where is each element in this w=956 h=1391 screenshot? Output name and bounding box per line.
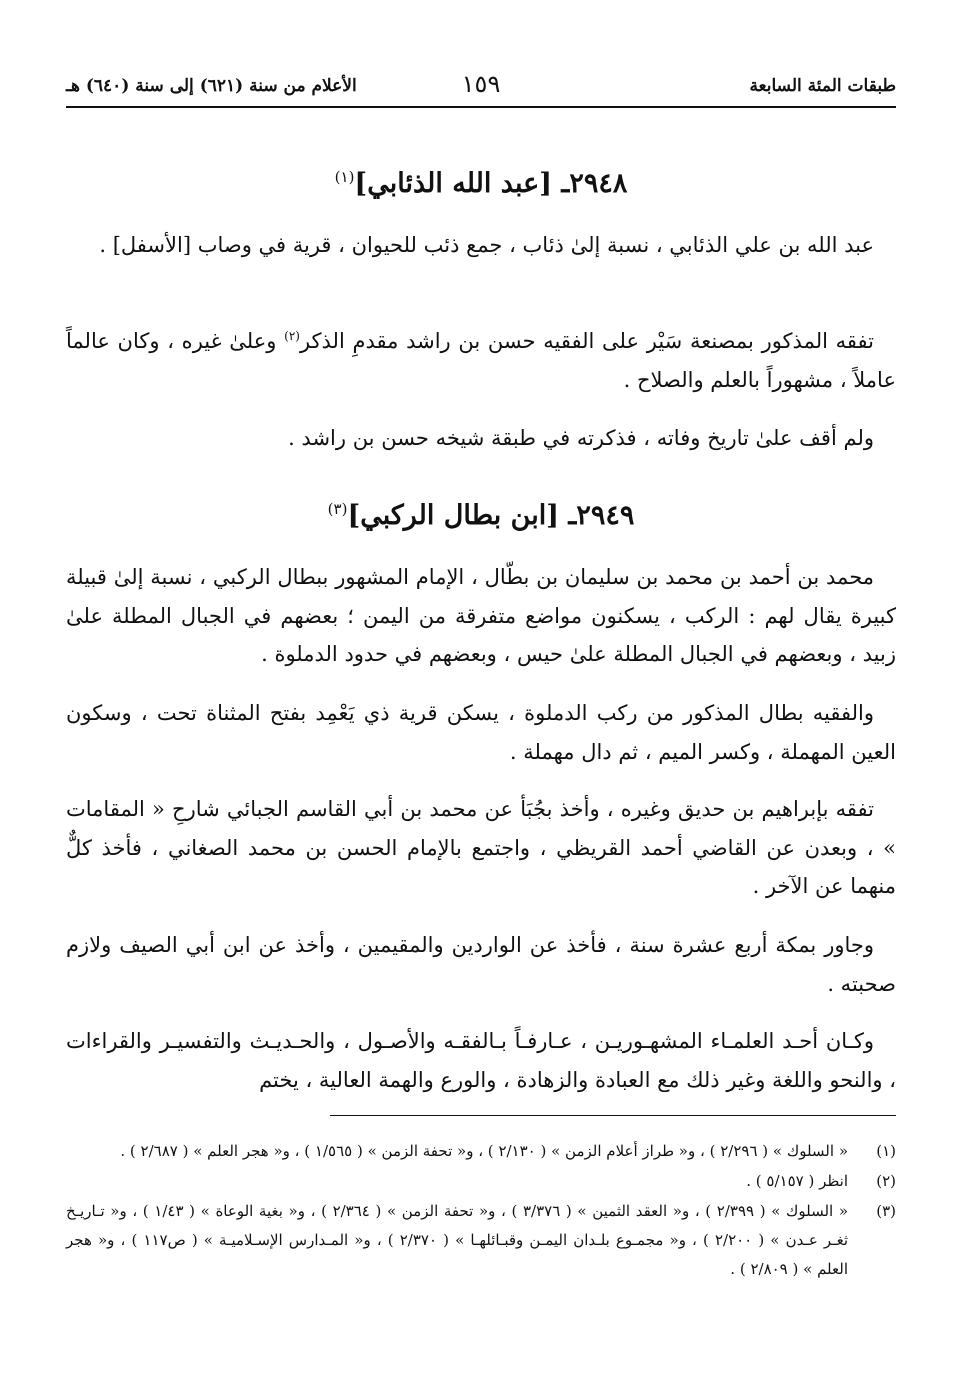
footnote-text: « السلوك » ( ٢/٣٩٩ ) ، و« العقد الثمين » ( ٣/٣٧٦ ) ، و« تحفة الزمن » ( ٢/٣٦٤ ) ، و« بغية الوعاة » ( ١/٤٣ ) ، و« تـاريـخ ثغـر عـدن » ( ٢/٢٠٠ ) ، و« مجمـوع بلـدان اليمـن وقبـائلهـا » ( ٢/٣٧٠ ) ، و« المـدارس الإسـلاميـة » ( ص١١٧ ) ، و« هجر العلم » ( ٢/٨٠٩ ) . (66, 1202, 849, 1278)
header-rule (66, 106, 896, 108)
footnote-text: « السلوك » ( ٢/٢٩٦ ) ، و« طراز أعلام الزمن » ( ٢/١٣٠ ) ، و« تحفة الزمن » ( ١/٥٦٥ ) ، و« هجر العلم » ( ٢/٦٨٧ ) . (120, 1142, 848, 1160)
paragraph-text: وعلىٰ غيره ، وكان عالماً عاملاً ، مشهوراً بالعلم والصلاح . (66, 329, 896, 392)
footnote-number: (٣) (876, 1202, 896, 1220)
entry-title-2948 (66, 168, 896, 199)
paragraph: وجاور بمكة أربع عشرة سنة ، فأخذ عن الواردين والمقيمين ، وأخذ عن ابن أبي الصيف ولازم صحبته . (66, 933, 896, 996)
paragraph: محمد بن أحمد بن محمد بن سليمان بن بطّال ، الإمام المشهور ببطال الركبي ، نسبة إلىٰ قبيلة كبيرة يقال لهم : الركب ، يسكنون مواضع متفرقة من اليمن ؛ بعضهم في الجبال المطلة علىٰ زبيد ، وبعضهم في الجبال المطلة علىٰ حيس ، وبعضهم في حدود الدملوة . (66, 565, 896, 666)
paragraph-text: تفقه المذكور بمصنعة سَيْر على الفقيه حسن بن راشد مقدمِ الذكر (299, 329, 874, 353)
paragraph (66, 322, 896, 399)
paragraph: عبد الله بن علي الذئابي ، نسبة إلىٰ ذئاب ، جمع ذئب للحيوان ، قرية في وصاب [الأسفل] . (99, 233, 874, 257)
footnote-separator (330, 1115, 896, 1116)
footnote (66, 1167, 896, 1196)
paragraph: تفقه بإبراهيم بن حديق وغيره ، وأخذ بجُبَأ عن محمد بن أبي القاسم الجبائي شارحِ « المقامات » ، وبعدن عن القاضي أحمد القريظي ، واجتمع بالإمام الحسن بن محمد الصغاني ، فأخذ كلٌّ منهما عن الآخر . (66, 797, 896, 898)
paragraph: ولم أقف علىٰ تاريخ وفاته ، فذكرته في طبقة شيخه حسن بن راشد . (288, 426, 874, 450)
footnote (66, 1137, 896, 1166)
footnote-ref: (١) (334, 168, 355, 186)
footnote-number: (١) (876, 1142, 896, 1160)
footnote-ref: (٣) (327, 500, 348, 518)
paragraph: وكـان أحـد العلمـاء المشهـوريـن ، عـارفـاً بـالفقـه والأصـول ، والحـديـث والتفسيـر والقراءات ، والنحو واللغة وغير ذلك مع العبادة والزهادة ، والورع والهمة العالية ، يختم (66, 1029, 896, 1092)
running-header (66, 70, 896, 108)
paragraph: والفقيه بطال المذكور من ركب الدملوة ، يسكن قرية ذي يَعْمِد بفتح المثناة تحت ، وسكون العين المهملة ، وكسر الميم ، ثم دال مهملة . (66, 701, 896, 764)
footnote (66, 1197, 896, 1284)
header-date-range: الأعلام من سنة (٦٢١) إلى سنة (٦٤٠) هـ (66, 76, 357, 96)
footnote-text: انظر ( ٥/١٥٧ ) . (746, 1172, 848, 1190)
entry-title-2949 (66, 500, 896, 531)
entry-title-text: ٢٩٤٩ـ [ابن بطال الركبي] (347, 500, 635, 531)
footnote-ref: (٢) (284, 329, 300, 343)
footnote-number: (٢) (876, 1172, 896, 1190)
entry-title-text: ٢٩٤٨ـ [عبد الله الذئابي] (354, 168, 628, 199)
header-book-section: طبقات المئة السابعة (749, 76, 896, 96)
footnotes (66, 1137, 896, 1285)
page-number: ١٥٩ (461, 70, 501, 98)
